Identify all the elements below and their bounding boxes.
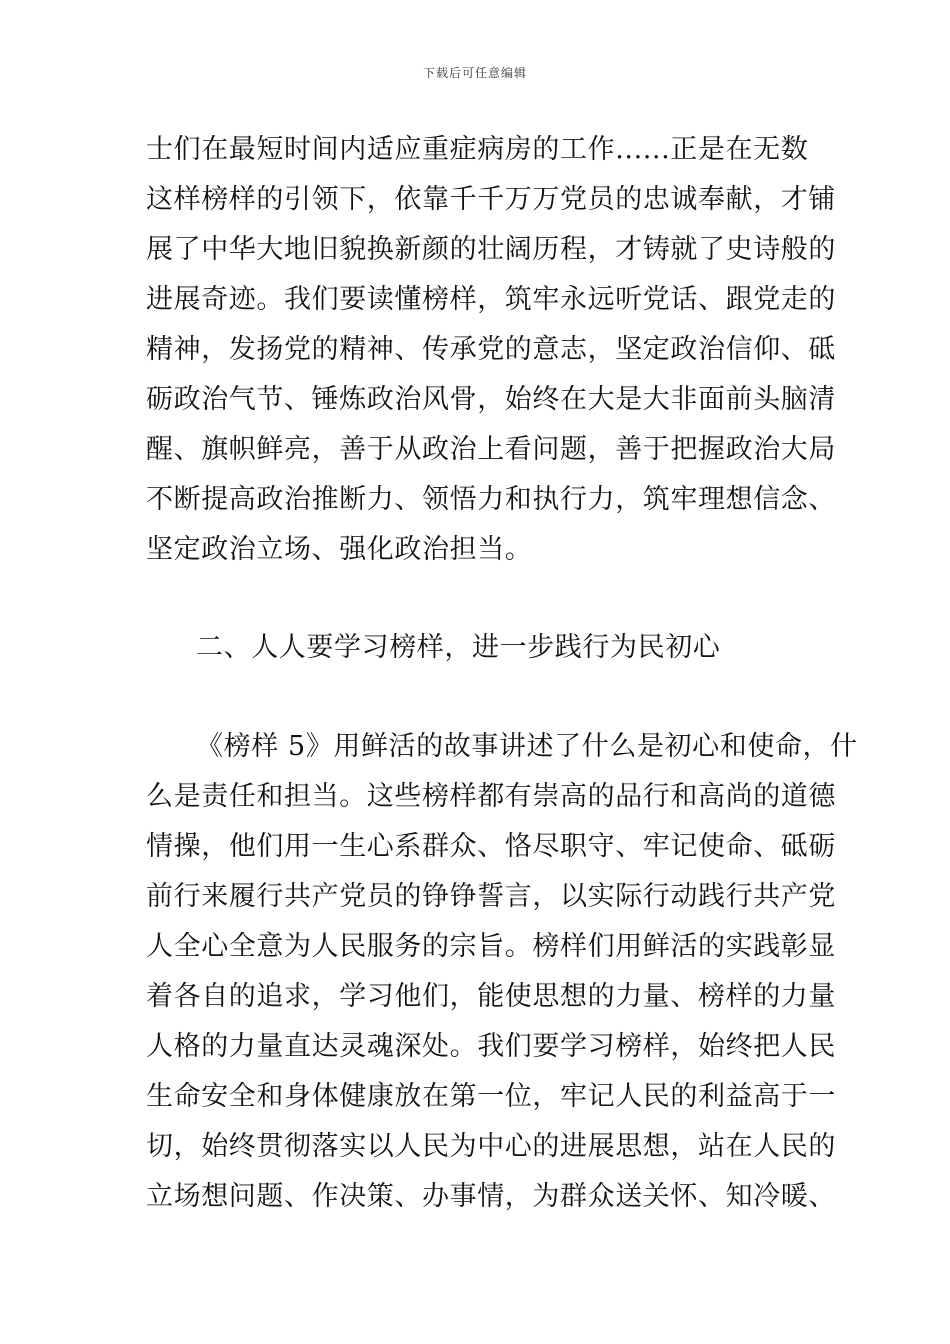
- section-heading: 二、人人要学习榜样，进一步践行为民初心: [196, 632, 721, 663]
- page-header: 下载后可任意编辑: [422, 66, 527, 80]
- paragraph-1-line: 醒、旗帜鲜亮，善于从政治上看问题，善于把握政治大局: [146, 434, 836, 465]
- paragraph-2-line: 前行来履行共产党员的铮铮誓言，以实际行动践行共产党: [146, 881, 836, 912]
- paragraph-1-line: 士们在最短时间内适应重症病房的工作......正是在无数: [146, 134, 809, 165]
- paragraph-2-line: 生命安全和身体健康放在第一位，牢记人民的利益高于一: [146, 1081, 836, 1112]
- paragraph-1-line: 砺政治气节、锤炼政治风骨，始终在大是大非面前头脑清: [146, 384, 836, 415]
- paragraph-2-line: 着各自的追求，学习他们，能使思想的力量、榜样的力量: [146, 981, 836, 1012]
- paragraph-1-line: 这样榜样的引领下，依靠千千万万党员的忠诚奉献，才铺: [146, 184, 836, 215]
- paragraph-2-line: 情操，他们用一生心系群众、恪尽职守、牢记使命、砥砺: [146, 831, 836, 862]
- paragraph-2-line: 人全心全意为人民服务的宗旨。榜样们用鲜活的实践彰显: [146, 931, 836, 962]
- paragraph-2-line: 切，始终贯彻落实以人民为中心的进展思想，站在人民的: [146, 1131, 836, 1162]
- paragraph-1-line: 展了中华大地旧貌换新颜的壮阔历程，才铸就了史诗般的: [146, 234, 836, 265]
- paragraph-1-line: 进展奇迹。我们要读懂榜样，筑牢永远听党话、跟党走的: [146, 284, 836, 315]
- paragraph-1-line: 精神，发扬党的精神、传承党的意志，坚定政治信仰、砥: [146, 334, 836, 365]
- paragraph-2-line: 么是责任和担当。这些榜样都有崇高的品行和高尚的道德: [146, 781, 836, 812]
- paragraph-2-line: 人格的力量直达灵魂深处。我们要学习榜样，始终把人民: [146, 1031, 836, 1062]
- paragraph-1-line: 不断提高政治推断力、领悟力和执行力，筑牢理想信念、: [146, 484, 836, 515]
- paragraph-2-line: 《榜样 5》用鲜活的故事讲述了什么是初心和使命，什: [196, 731, 858, 762]
- paragraph-1-line: 坚定政治立场、强化政治担当。: [146, 534, 533, 565]
- paragraph-2-line: 立场想问题、作决策、办事情，为群众送关怀、知冷暖、: [146, 1181, 836, 1212]
